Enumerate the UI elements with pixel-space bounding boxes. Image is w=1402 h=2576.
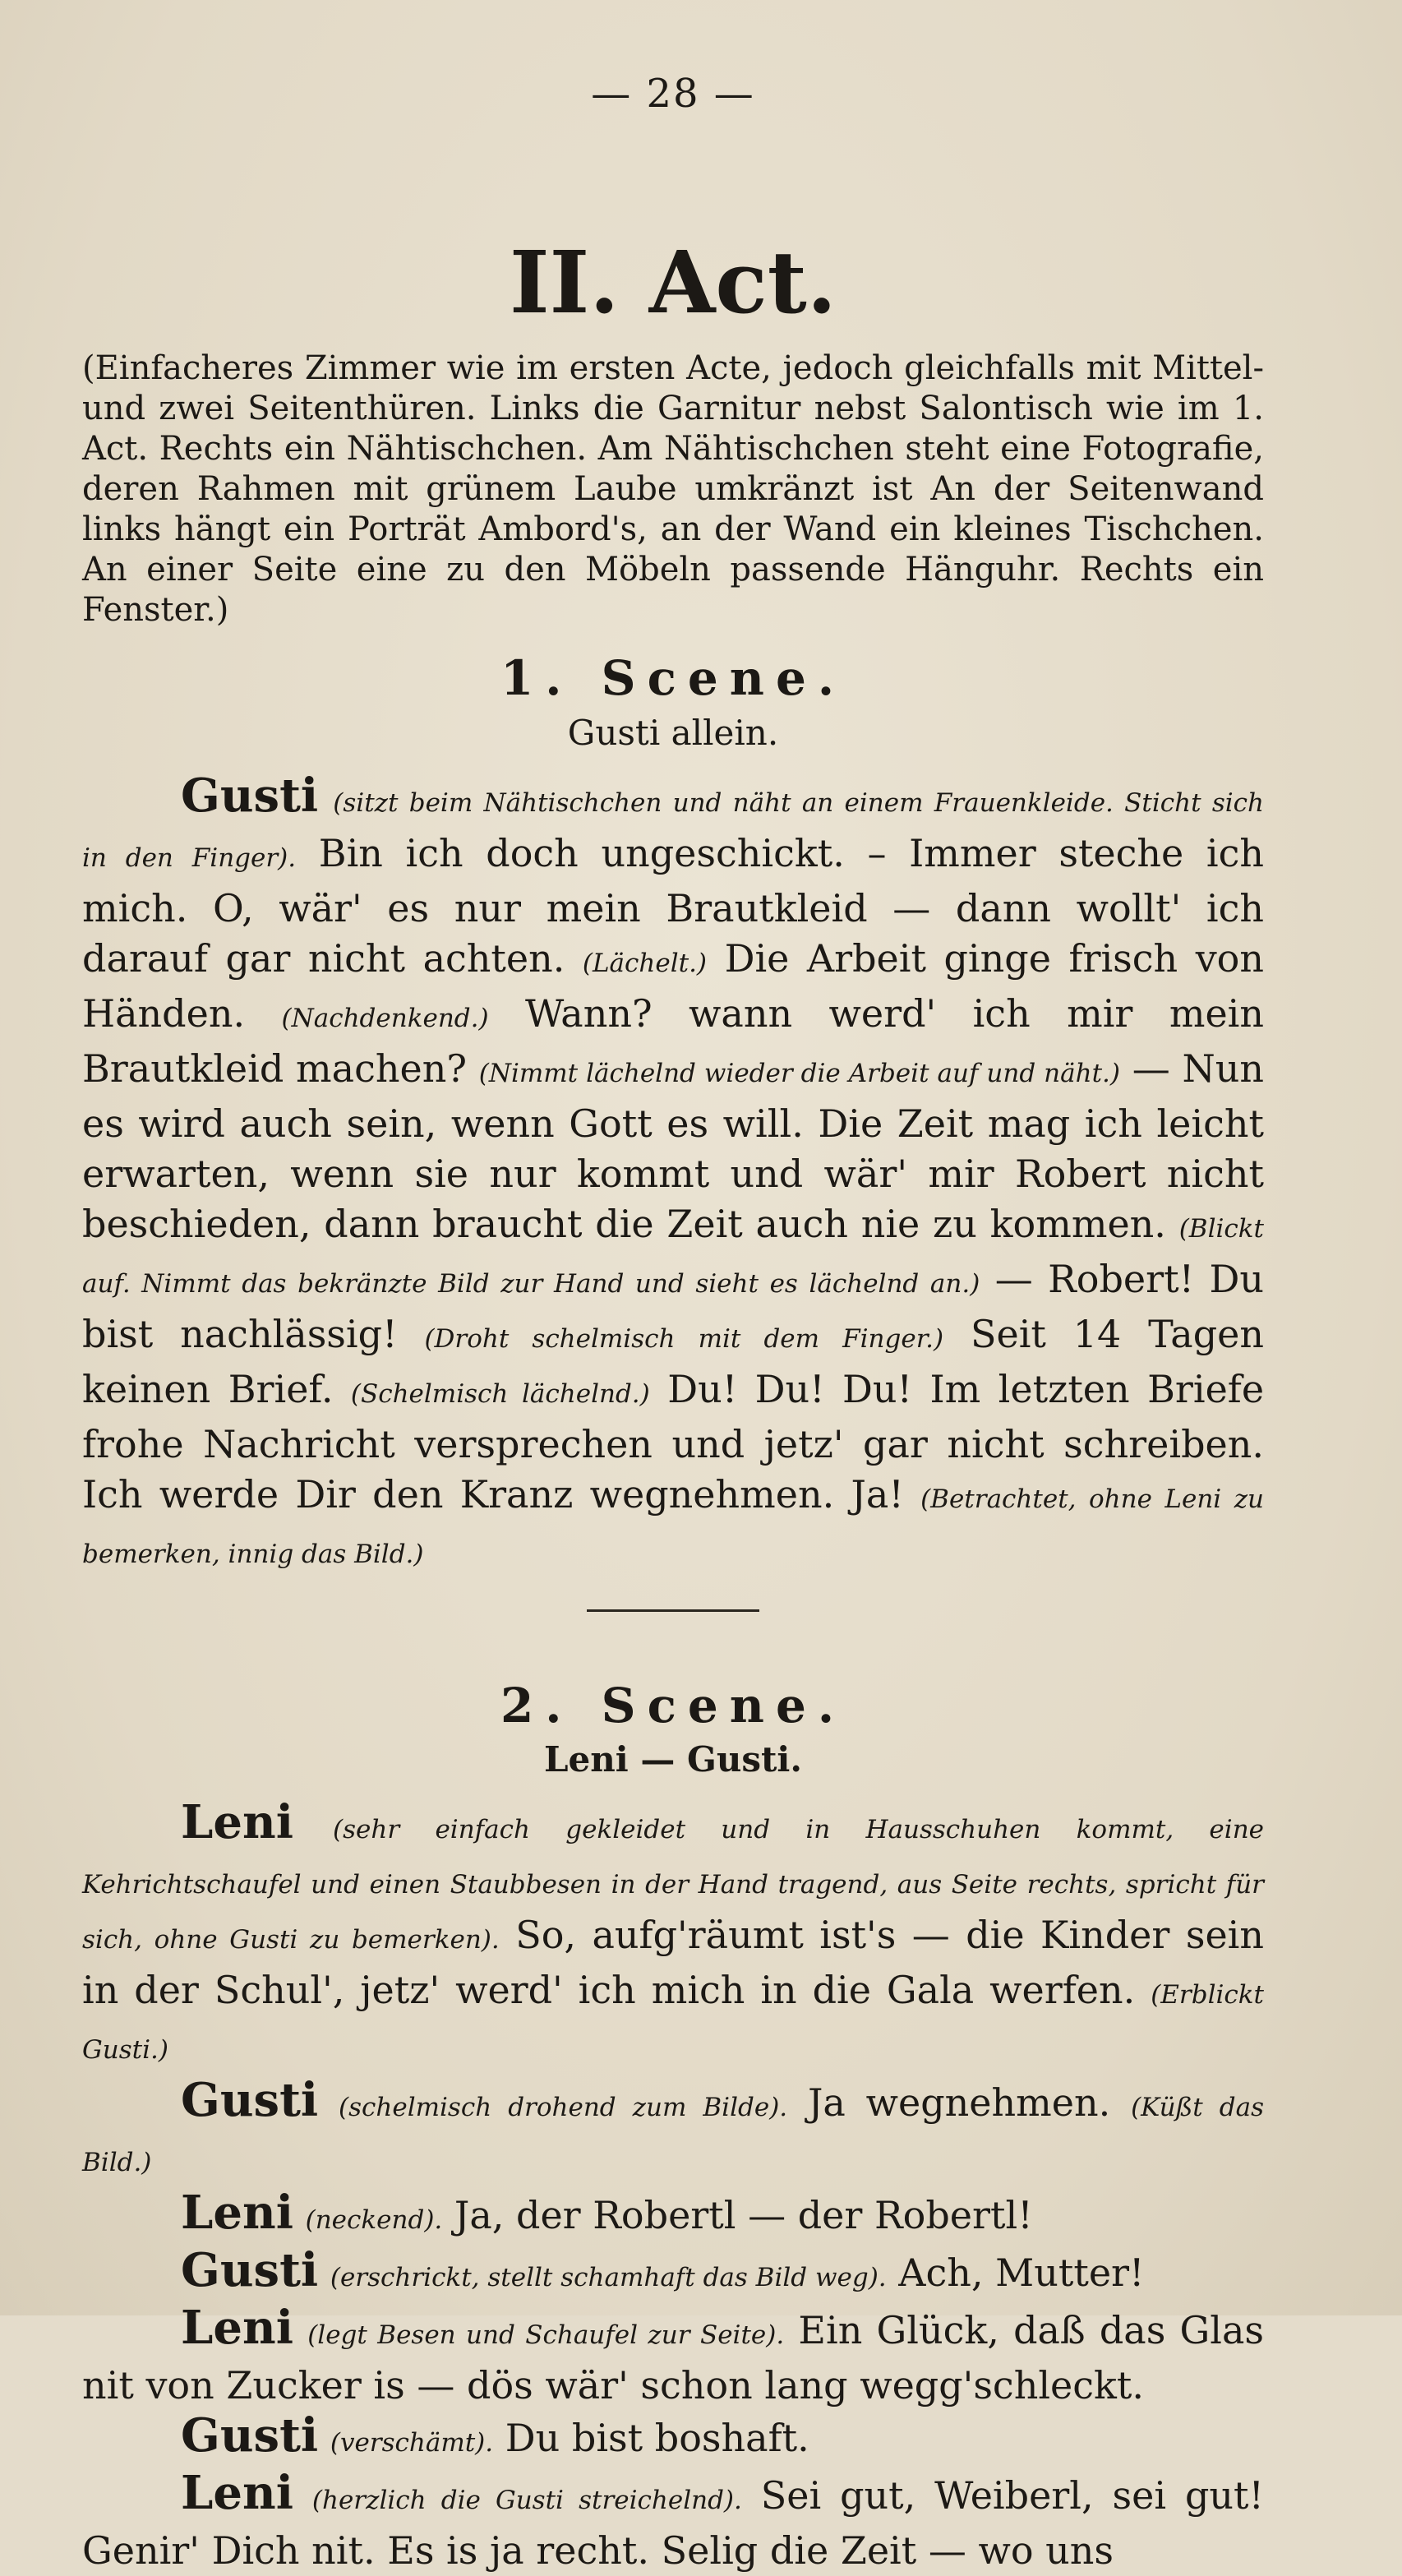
scene-1-heading: 1. Scene.	[500, 650, 846, 706]
stage-direction: (legt Besen und Schaufel zur Seite).	[307, 2320, 785, 2351]
speaker-name: Leni	[181, 2301, 293, 2356]
speaker-name: Gusti	[181, 768, 319, 823]
stage-direction: (Blickt auf. Nimmt das bekränzte Bild zur Hand und sieht es lächelnd an.)	[82, 1213, 1264, 1299]
speaker-name: Leni	[181, 2186, 293, 2241]
dialogue-line	[82, 2243, 1264, 2303]
stage-direction: (Erblickt Gusti.)	[82, 1980, 1265, 2066]
stage-direction: (sehr einfach gekleidet und in Hausschuhen kommt, eine Kehrichtschaufel und einen Staubbesen in der Hand tragend, aus Seite rechts, spricht für sich, ohne Gusti zu bemerken).	[82, 1815, 1265, 1955]
dialogue-text: So, aufg'räumt ist's — die Kinder sein in der Schul', jetz' werd' ich mich in die Gala werfen.	[82, 1913, 1265, 2013]
dialogue-line	[82, 2188, 1264, 2246]
scene-2-dialogue	[82, 1795, 1265, 2576]
dialogue-text: Bin ich doch ungeschickt. – Immer steche ich mich. O, wär' es nur mein Brautkleid — dann wollt' ich darauf gar nicht achten.	[82, 830, 1264, 981]
stage-direction: (Betrachtet, ohne Leni zu bemerken, innig das Bild.)	[82, 1484, 1264, 1569]
dialogue-text: Wann? wann werd' ich mir mein Brautkleid machen?	[82, 990, 1265, 1091]
stage-direction: (Schelmisch lächelnd.)	[350, 1378, 650, 1409]
stage-direction: (Nimmt lächelnd wieder die Arbeit auf und näht.)	[478, 1058, 1120, 1088]
speaker-name: Gusti	[181, 2073, 319, 2128]
dialogue-line	[82, 2408, 1264, 2468]
scene-1-speech	[82, 768, 1265, 1580]
dialogue-text: Ja, der Robertl — der Robertl!	[454, 2193, 1033, 2238]
stage-direction: (Lächelt.)	[582, 948, 708, 978]
dialogue-text: Du bist boshaft.	[505, 2416, 809, 2461]
stage-description: (Einfacheres Zimmer wie im ersten Acte, jedoch gleichfalls mit Mittel- und zwei Seitenthüren. Links die Garnitur nebst Salontisch wie im 1. Act. Rechts ein Nähtischchen. Am Nähtischchen steht eine Fotografie, deren Rahmen mit grünem Laube umkränzt ist An der Seitenwand links hängt ein Porträt Ambord's, an der Wand ein kleines Tischchen. An einer Seite eine zu den Möbeln passende Hänguhr. Rechts ein Fenster.)	[82, 349, 1264, 629]
scene-2-persons: Leni — Gusti.	[543, 1739, 802, 1780]
stage-direction: (Küßt das Bild.)	[82, 2093, 1265, 2178]
dialogue-line	[82, 2303, 1264, 2411]
speaker-name: Gusti	[181, 2408, 319, 2463]
dialogue-text: Sei gut, Weiberl, sei gut! Genir' Dich nit. Es is ja recht. Selig die Zeit — wo uns	[82, 2473, 1264, 2574]
stage-direction: (sitzt beim Nähtischchen und näht an einem Frauenkleide. Sticht sich in den Finger).	[82, 787, 1264, 873]
dialogue-line	[82, 2468, 1264, 2576]
dialogue-line	[82, 2075, 1264, 2188]
stage-direction: (schelmisch drohend zum Bilde).	[339, 2093, 788, 2123]
speaker-name: Gusti	[181, 2243, 319, 2298]
dialogue-text: — Robert! Du bist nachlässig!	[82, 1256, 1265, 1356]
dialogue-text: Ach, Mutter!	[898, 2251, 1145, 2296]
stage-direction: (Droht schelmisch mit dem Finger.)	[424, 1323, 944, 1354]
dialogue-text: Ein Glück, daß das Glas nit von Zucker is — dös wär' schon lang wegg'schleckt.	[82, 2308, 1265, 2408]
scene-divider	[587, 1609, 759, 1612]
dialogue-text: Ja wegnehmen.	[807, 2080, 1111, 2126]
stage-direction: (neckend).	[305, 2205, 443, 2236]
dialogue-text: Seit 14 Tagen keinen Brief.	[82, 1311, 1265, 1411]
stage-direction: (herzlich die Gusti streichelnd).	[311, 2486, 742, 2516]
act-title: II. Act.	[510, 232, 837, 333]
scene-1-persons: Gusti allein.	[567, 712, 779, 753]
speaker-name: Leni	[181, 1795, 293, 1850]
speaker-name: Leni	[181, 2466, 293, 2521]
dialogue-line	[82, 1795, 1265, 2075]
stage-direction: (Nachdenkend.)	[281, 1003, 489, 1033]
dialogue-text: Die Arbeit ginge frisch von Händen.	[82, 935, 1265, 1036]
stage-direction: (verschämt).	[330, 2428, 494, 2458]
page-number: — 28 —	[591, 71, 755, 117]
dialogue-text: Du! Du! Du! Im letzten Briefe frohe Nachricht versprechen und jetz' gar nicht schreiben. Ich werde Dir den Kranz wegnehmen. Ja!	[82, 1366, 1265, 1517]
dialogue-text: — Nun es wird auch sein, wenn Gott es will. Die Zeit mag ich leicht erwarten, wenn sie nur kommt und wär' mir Robert nicht beschieden, dann braucht die Zeit auch nie zu kommen.	[82, 1046, 1264, 1246]
stage-direction: (erschrickt, stellt schamhaft das Bild weg).	[330, 2263, 887, 2293]
scene-2-heading: 2. Scene.	[500, 1677, 846, 1733]
